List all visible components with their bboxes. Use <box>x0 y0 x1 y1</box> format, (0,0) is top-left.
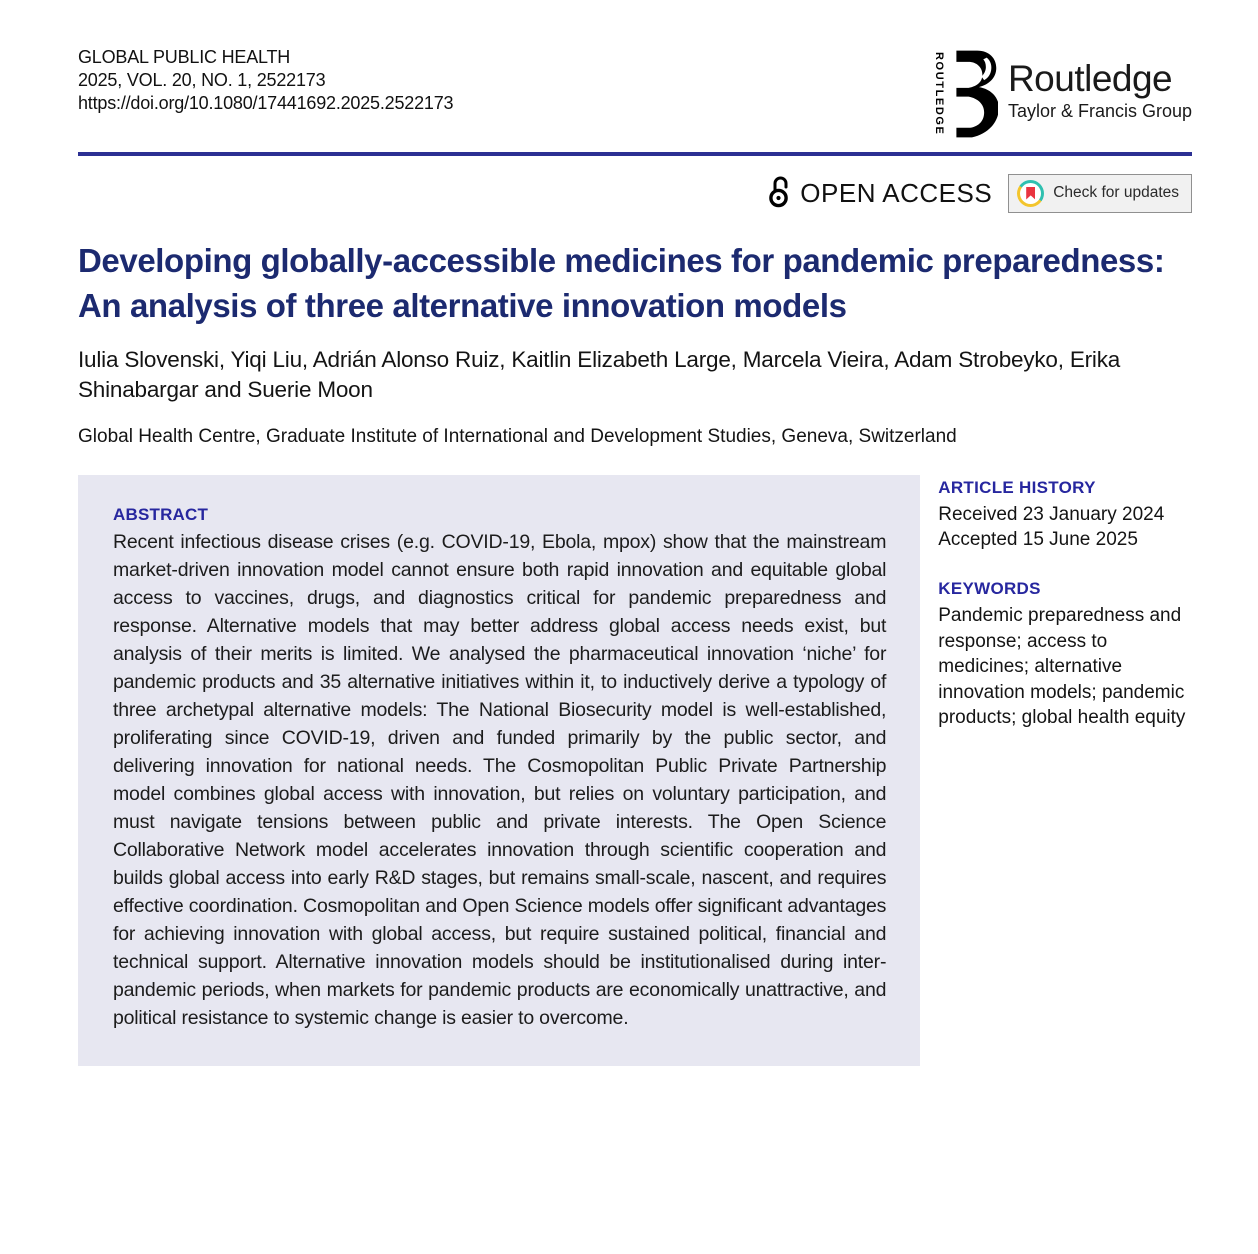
open-access-lock-icon <box>768 174 792 213</box>
open-access-badge <box>768 174 992 213</box>
abstract-text: Recent infectious disease crises (e.g. COVID-19, Ebola, mpox) show that the mainstream market-driven innovation model cannot ensure both rapid innovation and equitable global access to vaccines, drugs, and diagnostics critical for pandemic preparedness and response. Alternative models that may better address global access needs exist, but analysis of their merits is limited. We analysed the pharmaceutical innovation ‘niche’ for pandemic products and 35 alternative initiatives within it, to inductively derive a typology of three archetypal alternative models: The National Biosecurity model is well-established, proliferating since COVID-19, driven and funded primarily by the public sector, and delivering innovation for national needs. The Cosmopolitan Public Private Partnership model combines global access with innovation, but relies on voluntary participation, and must navigate tensions between public and private interests. The Open Science Collaborative Network model accelerates innovation through scientific cooperation and builds global access into early R&D stages, but remains small-scale, nascent, and requires effective coordination. Cosmopolitan and Open Science models offer significant advantages for achieving innovation with global access, but require sustained political, financial and technical support. Alternative innovation models should be institutionalised during inter-pandemic periods, when markets for pandemic products are economically unattractive, and political resistance to systemic change is easier to overcome. <box>113 531 887 1030</box>
masthead <box>78 46 1192 140</box>
keywords-heading: KEYWORDS <box>938 579 1041 599</box>
article-body <box>78 475 1192 1066</box>
check-for-updates-button[interactable] <box>1008 174 1192 213</box>
affiliation: Global Health Centre, Graduate Institute of International and Development Studies, Geneva, Switzerland <box>78 426 957 448</box>
doi-link[interactable]: https://doi.org/10.1080/17441692.2025.2522173 <box>78 93 454 113</box>
routledge-r-icon <box>946 48 998 140</box>
author-list: Iulia Slovenski, Yiqi Liu, Adrián Alonso Ruiz, Kaitlin Elizabeth Large, Marcela Vieira, Adam Strobeyko, Erika Shinabargar and Suerie Moon <box>78 347 1121 403</box>
article-info-sidebar <box>938 475 1192 1066</box>
routledge-vertical-text: ROUTLEDGE <box>932 52 945 136</box>
open-access-label: OPEN ACCESS <box>800 177 993 208</box>
routledge-logo-mark <box>933 48 998 140</box>
article-title: Developing globally-accessible medicines for pandemic preparedness: An analysis of three alternative innovation models <box>78 242 1165 325</box>
keywords-block <box>938 579 1192 731</box>
received-date: Received 23 January 2024 <box>938 504 1165 526</box>
article-history-block <box>938 478 1192 552</box>
article-history-heading: ARTICLE HISTORY <box>938 478 1096 498</box>
publisher-names <box>1008 60 1192 128</box>
journal-meta <box>78 46 453 115</box>
publisher-name: Routledge <box>1007 58 1173 100</box>
abstract-heading: ABSTRACT <box>113 505 209 525</box>
journal-name: GLOBAL PUBLIC HEALTH <box>78 47 291 67</box>
header-divider <box>78 152 1192 156</box>
abstract-section <box>78 475 920 1066</box>
routledge-logo <box>933 48 1192 140</box>
publisher-group: Taylor & Francis Group <box>1007 100 1192 121</box>
keywords-text: Pandemic preparedness and response; access to medicines; alternative innovation models; pandemic products; global health equity <box>938 605 1186 729</box>
accepted-date: Accepted 15 June 2025 <box>938 529 1138 551</box>
check-for-updates-label: Check for updates <box>1053 184 1179 201</box>
access-row <box>78 172 1192 214</box>
crossmark-icon <box>1017 180 1044 207</box>
journal-issue: 2025, VOL. 20, NO. 1, 2522173 <box>78 70 326 90</box>
